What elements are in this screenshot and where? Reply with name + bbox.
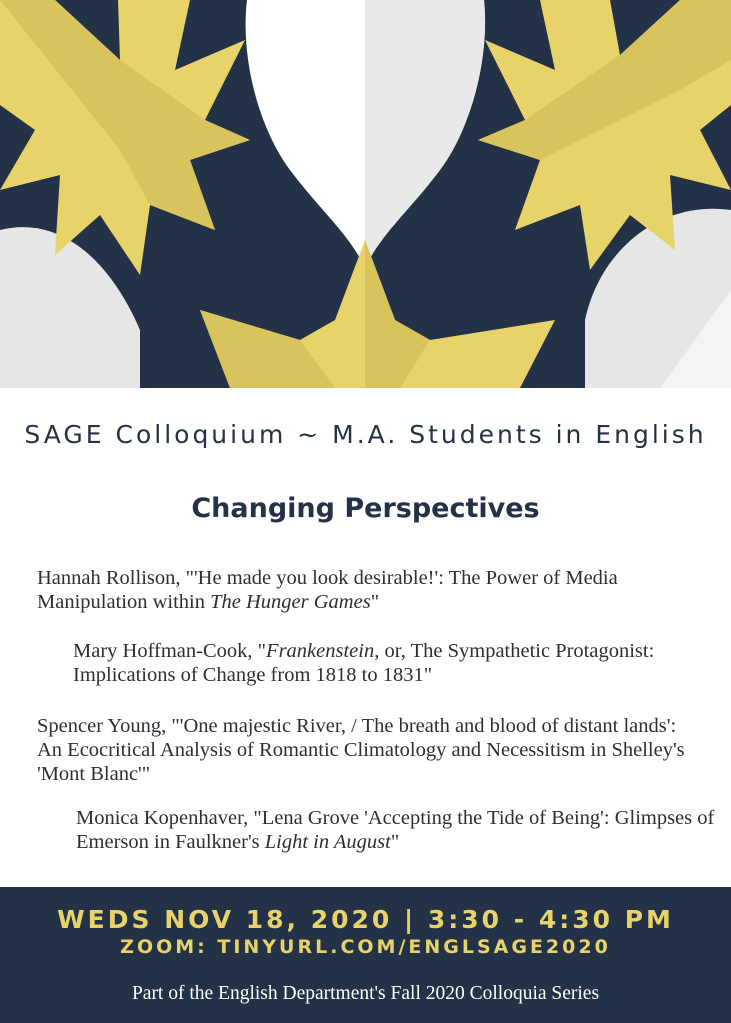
talk-speaker: Hannah Rollison, xyxy=(37,567,181,589)
talk-title: "'He made you look desirable!': The Power of Media Manipulation within xyxy=(37,567,618,613)
talk-item xyxy=(37,714,687,786)
talk-speaker: Spencer Young, xyxy=(37,715,167,737)
talk-title-italic: Light in August xyxy=(264,831,391,853)
talk-item xyxy=(76,806,716,854)
talk-item xyxy=(73,639,693,687)
decorative-leaf-banner xyxy=(0,0,731,388)
talk-speaker: Monica Kopenhaver, xyxy=(76,807,249,829)
event-details-footer xyxy=(0,887,731,1023)
talk-title: " xyxy=(252,640,267,662)
talk-title: "'One majestic River, / The breath and blood of distant lands': An Ecocritical Analysis of Romantic Climatology and Necessitism in Shelley's 'Mont Blanc'" xyxy=(37,715,685,785)
event-date-time: WEDS NOV 18, 2020 | 3:30 - 4:30 PM xyxy=(57,905,674,934)
talk-item xyxy=(37,566,677,614)
talk-title-end: " xyxy=(370,591,380,613)
talk-title-italic: The Hunger Games xyxy=(210,591,371,613)
zoom-link[interactable]: ZOOM: TINYURL.COM/ENGLSAGE2020 xyxy=(120,936,611,958)
series-note: Part of the English Department's Fall 2020 Colloquia Series xyxy=(131,983,600,1004)
talk-speaker: Mary Hoffman-Cook, xyxy=(73,640,253,662)
series-title: SAGE Colloquium ~ M.A. Students in English xyxy=(24,420,707,449)
talk-title-end: " xyxy=(390,831,400,853)
event-title: Changing Perspectives xyxy=(191,493,540,524)
talk-title-italic: Frankenstein xyxy=(266,640,375,662)
talk-title-end: , or, The Sympathetic Protagonist: Implications of Change from 1818 to 1831" xyxy=(73,640,655,686)
talk-title: "Lena Grove 'Accepting the Tide of Being': Glimpses of Emerson in Faulkner's xyxy=(76,807,715,853)
